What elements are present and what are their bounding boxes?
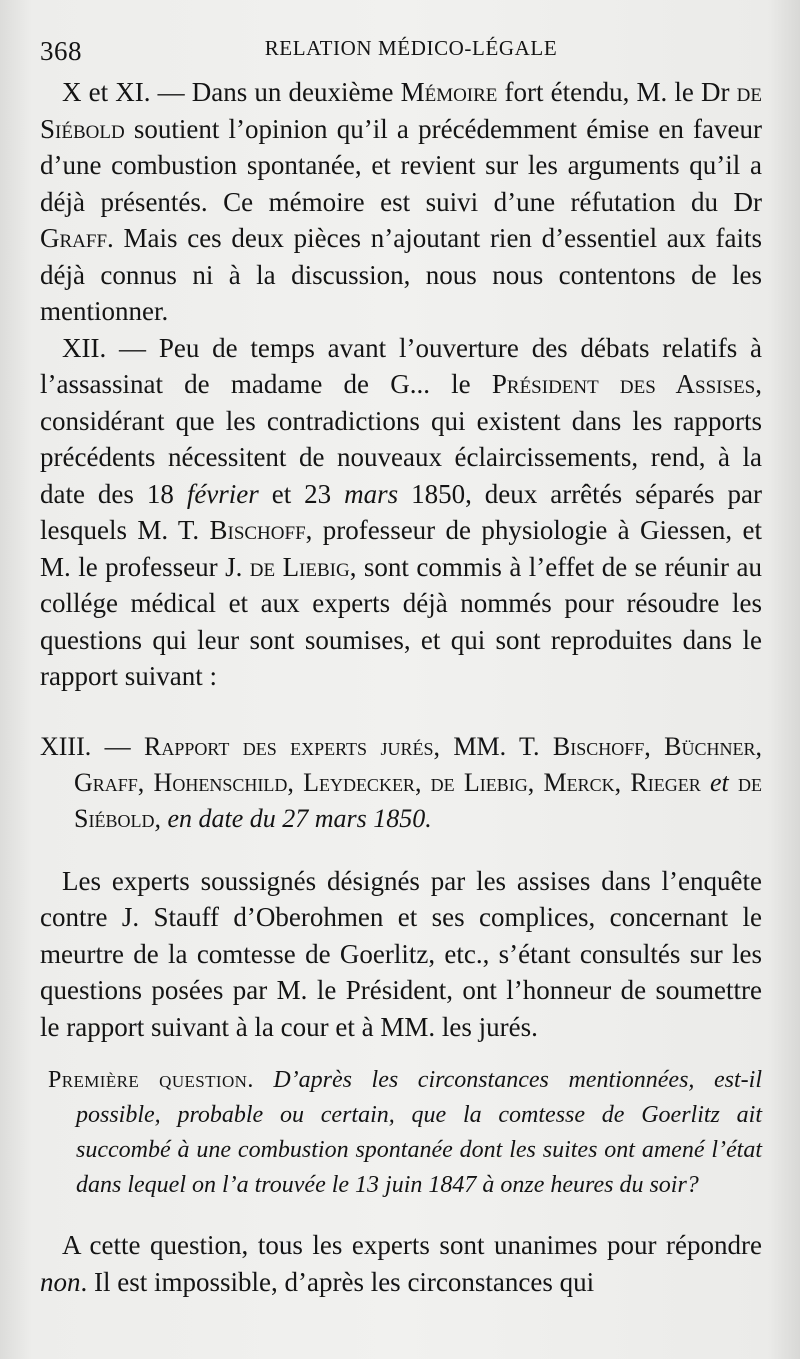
- paragraph-xii: XII. — Peu de temps avant l’ouverture des débats relatifs à l’assassinat de madame de G... le Président des Assises, considérant que les contradictions qui existent dans les rapports précédents nécessitent de nouveaux éclaircissements, rend, à la date des 18 février et 23 mars 1850, deux arrêtés séparés par lesquels M. T. Bischoff, professeur de physiologie à Giessen, et M. le professeur J. de Liebig, sont commis à l’effet de se réunir au collége médical et aux experts déjà nommés pour résoudre les questions qui leur sont soumises, et qui sont reproduites dans le rapport suivant :: [40, 332, 762, 691]
- paragraph-answer: A cette question, tous les experts sont unanimes pour répondre non. Il est impossible, d’après les circonstances qui: [40, 1230, 762, 1297]
- paragraph-x-xi: X et XI. — Dans un deuxième Mémoire fort étendu, M. le Dr de Siébold soutient l’opinion qu’il a précédemment émise en faveur d’une combustion spontanée, et revient sur les arguments qu’il a déjà présentés. Ce mémoire est suivi d’une réfutation du Dr Graff. Mais ces deux pièces n’ajoutant rien d’essentiel aux faits déjà connus ni à la discussion, nous nous contentons de les mentionner.: [40, 77, 762, 326]
- section-xiii-heading: XIII. — Rapport des experts jurés, MM. T. Bischoff, Büchner, Graff, Hohenschild, Leydecker, de Liebig, Merck, Rieger et de Siébold, en date du 27 mars 1850.: [40, 731, 763, 833]
- first-question: Première question. D’après les circonstances mentionnées, est-il possible, probable ou certain, que la comtesse de Goerlitz ait succombé à une combustion spontanée dont les suites ont amené l’état dans lequel on l’a trouvée le 13 juin 1847 à onze heures du soir?: [48, 1067, 762, 1198]
- paragraph-experts: Les experts soussignés désignés par les assises dans l’enquête contre J. Stauff d’Oberohmen et ses complices, concernant le meurtre de la comtesse de Goerlitz, etc., s’étant consultés sur les questions posées par M. le Président, ont l’honneur de soumettre le rapport suivant à la cour et à MM. les jurés.: [40, 865, 762, 1042]
- page-header: [40, 30, 762, 70]
- running-head: RELATION MÉDICO-LÉGALE: [264, 36, 558, 60]
- page-number: 368: [40, 36, 82, 66]
